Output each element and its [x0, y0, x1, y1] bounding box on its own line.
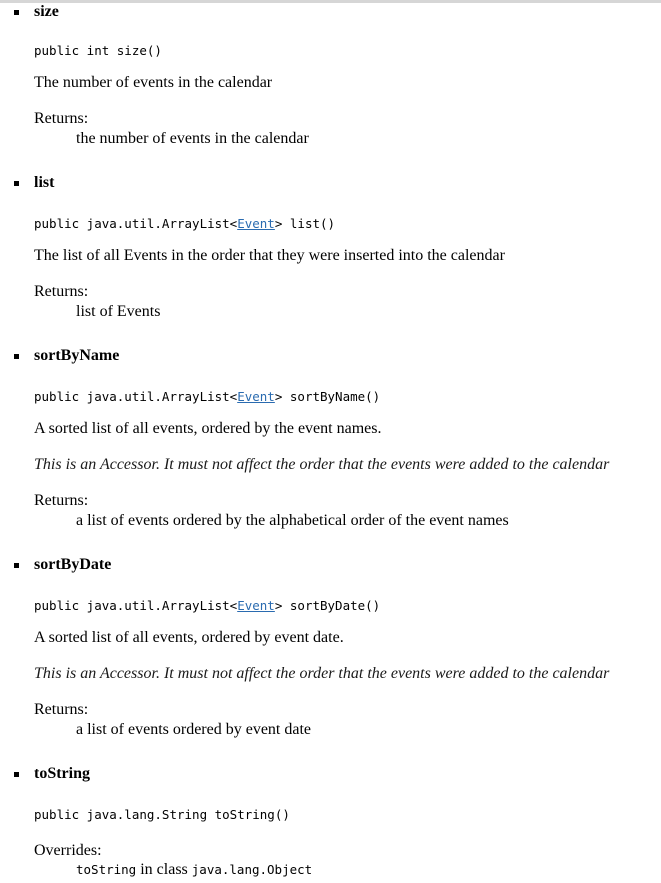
method-description: The number of events in the calendar — [34, 74, 273, 91]
method-signature — [34, 216, 335, 232]
method-name: list — [34, 174, 55, 191]
bullet-icon — [14, 10, 19, 15]
overrides-method: toString — [76, 862, 137, 877]
bullet-icon — [14, 772, 19, 777]
method-signature: public int size() — [34, 43, 162, 58]
returns-value: a list of events ordered by the alphabetical order of the event names — [76, 512, 509, 529]
method-signature — [34, 598, 380, 614]
returns-label: Returns: — [34, 283, 89, 300]
method-description: A sorted list of all events, ordered by the event names. — [34, 420, 382, 437]
method-description: A sorted list of all events, ordered by event date. — [34, 629, 344, 646]
signature-prefix: public java.util.ArrayList< — [34, 216, 238, 231]
event-type-link[interactable]: Event — [237, 216, 275, 231]
signature-prefix: public java.util.ArrayList< — [34, 598, 238, 613]
overrides-connector: in class — [136, 861, 192, 878]
returns-value: the number of events in the calendar — [76, 130, 309, 147]
returns-label: Returns: — [34, 492, 89, 509]
method-name: toString — [34, 765, 90, 782]
event-type-link[interactable]: Event — [237, 389, 275, 404]
method-note: This is an Accessor. It must not affect the order that the events were added to the calendar — [34, 456, 610, 473]
overrides-value — [76, 861, 312, 879]
bullet-icon — [14, 181, 19, 186]
signature-suffix: > sortByName() — [274, 389, 381, 404]
signature-suffix: > sortByDate() — [274, 598, 381, 613]
method-note: This is an Accessor. It must not affect the order that the events were added to the calendar — [34, 665, 610, 682]
overrides-class: java.lang.Object — [191, 862, 313, 877]
overrides-label: Overrides: — [34, 842, 102, 859]
method-signature: public java.lang.String toString() — [34, 807, 290, 822]
method-signature — [34, 389, 380, 405]
signature-suffix: > list() — [274, 216, 336, 231]
bullet-icon — [14, 354, 19, 359]
bullet-icon — [14, 563, 19, 568]
returns-value: list of Events — [76, 303, 161, 320]
method-name: sortByName — [34, 347, 120, 364]
method-name: size — [34, 3, 59, 20]
returns-label: Returns: — [34, 110, 89, 127]
returns-label: Returns: — [34, 701, 89, 718]
top-divider — [0, 0, 661, 3]
returns-value: a list of events ordered by event date — [76, 721, 312, 738]
method-name: sortByDate — [34, 556, 112, 573]
method-description: The list of all Events in the order that they were inserted into the calendar — [34, 247, 505, 264]
event-type-link[interactable]: Event — [237, 598, 275, 613]
signature-prefix: public java.util.ArrayList< — [34, 389, 238, 404]
